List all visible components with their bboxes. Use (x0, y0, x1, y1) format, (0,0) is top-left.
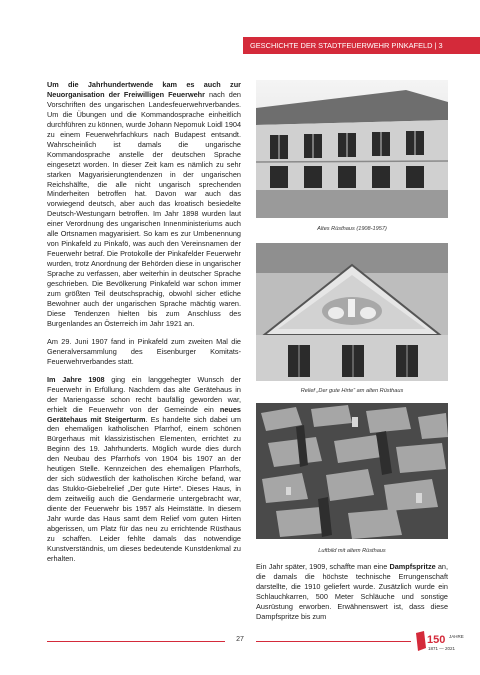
paragraph-body: Ein Jahr später, 1909, schaffte man eine (256, 562, 390, 571)
caption-photo-1: Altes Rüsthaus (1908-1957) (317, 226, 387, 232)
logo-number: 150 (427, 634, 446, 646)
logo-flag-mark (416, 631, 426, 651)
page-number: 27 (236, 636, 244, 643)
inline-bold: neues Gerätehaus mit Steigerturm (47, 404, 241, 424)
paragraph-lead-bold: Im Jahre 1908 (47, 374, 105, 384)
paragraph-general-assembly: Am 29. Juni 1907 fand in Pinkafeld zum zweiten Mal die Generalversammlung des Eisenburger Komitats-Feuerwehrverbandes statt. (47, 336, 241, 366)
running-header-title: GESCHICHTE DER STADTFEUERWEHR PINKAFELD | 3 (250, 41, 443, 50)
anniversary-logo (416, 630, 468, 652)
photo-old-firehouse (256, 80, 448, 218)
paragraph-reorganisation (47, 80, 241, 329)
paragraph-new-firehouse (47, 375, 241, 564)
right-column-text (256, 562, 448, 622)
caption-photo-2: Relief „Der gute Hirte“ am alten Rüsthaus (300, 388, 404, 394)
paragraph-steam-pump (256, 562, 448, 622)
photo-aerial-view (256, 403, 448, 539)
paragraph-body: ging ein langgehegter Wunsch der Feuerwehr in Erfüllung. Nachdem das alte Gerätehaus in der Mariengasse schon recht baufällig geworden war, erhielt die Feuerwehr von der Gemeinde ein (47, 374, 241, 414)
inline-bold: Dampfspritze (389, 562, 436, 571)
paragraph-body: . Es handelte sich dabei um den ehemaligen katholischen Pfarrhof, einem schönen Bürgerhaus mit klassizistischen Elementen, errichtet zu Beginn des 19. Jahrhunderts. Möglich wurde dies durch den Neubau des Pfarrhofs von 1904 bis 1907 an der heutigen Stelle. Kennzeichen des ehemaligen Pfarrhofs, der sich südwestlich der katholischen Kirche befand, war das Stukko-Giebelrelief „Der gute Hirte“. Dieses Haus, in dem zeitweilig auch die Gendarmerie untergebracht war, diente der Feuerwehr bis 1957 als Heimstätte. In diesem Jahr wurde das Haus samt dem Relief vom guten Hirten abgerissen, um Platz für das neu zu errichtende Rüsthaus zu schaffen. Leider fehlte damals das notwendige Kunstverständnis, um dieses bedeutende Kunstdenkmal zu erhalten. (47, 414, 241, 563)
left-column-text (47, 80, 241, 572)
photo-gable-relief (256, 243, 448, 381)
footer-rule-right (256, 641, 411, 642)
paragraph-body: nach den Vorschriften des ungarischen Landesfeuerwehrverbandes. Um die Übungen und die Kommandosprache einheitlich durchführen zu können, wurde Johann Nepomuk Loidl 1904 zu einem Feuerwehrfachkurs nach Budapest entsandt. Wahrscheinlich ist damals die ungarische Kommandosprache anstelle der deutschen Sprache eingesetzt worden. In dieser Zeit kam es nämlich zu sehr starken Magyarisierungtendenzen in der ungarischen Reichshälfte, die alle nicht ungarisch sprechenden Minderheiten betroffen hat. Davon war auch das vorwiegend deutsch, aber auch das kroatisch besiedelte Deutsch-Westungarn betroffen. Im Jahr 1898 wurden laut einer Verordnung des ungarischen Innenministeriums auch alle Ortsnamen magyarisiert. So kam es zur Umbenennung von Pinkafeld zu Pinkafö, was auch den Vereinsnamen der Feuerwehr betraf. Die Protokolle der Pinkafelder Feuerwehr wurden, trotz Anordnung der Behörden diese in ungarischer Sprache zu verfassen, aber weiterhin in deutscher Sprache geschrieben. Die Bevölkerung Pinkafeld war schon immer zum größten Teil deutschsprachig, obwohl sicher etliche Bewohner auch der ungarischen Sprache mächtig waren. Diese Tendenzen hielten bis zum Anschluss des Burgenlandes an Österreich im Jahr 1921 an. (47, 89, 241, 328)
logo-word: JAHRE (449, 634, 464, 639)
running-header (243, 37, 480, 54)
caption-photo-3: Luftbild mit altem Rüsthaus (318, 548, 386, 554)
paragraph-lead-bold: Um die Jahrhundertwende kam es auch zur Neuorganisation der Freiwilligen Feuerwehr (47, 80, 241, 99)
paragraph-body: an, die damals die höchste technische Errungenschaft darstellte, die 1910 geliefert wurde. Zusätzlich wurde ein Schlauchkarren, 500 Meter Schläuche und sonstige Ausrüstung erworben. Erwähnenswert ist, dass diese Dampfspritze bis zum (256, 562, 448, 621)
logo-years: 1871 — 2021 (428, 646, 456, 651)
footer-rule-left (47, 641, 225, 642)
